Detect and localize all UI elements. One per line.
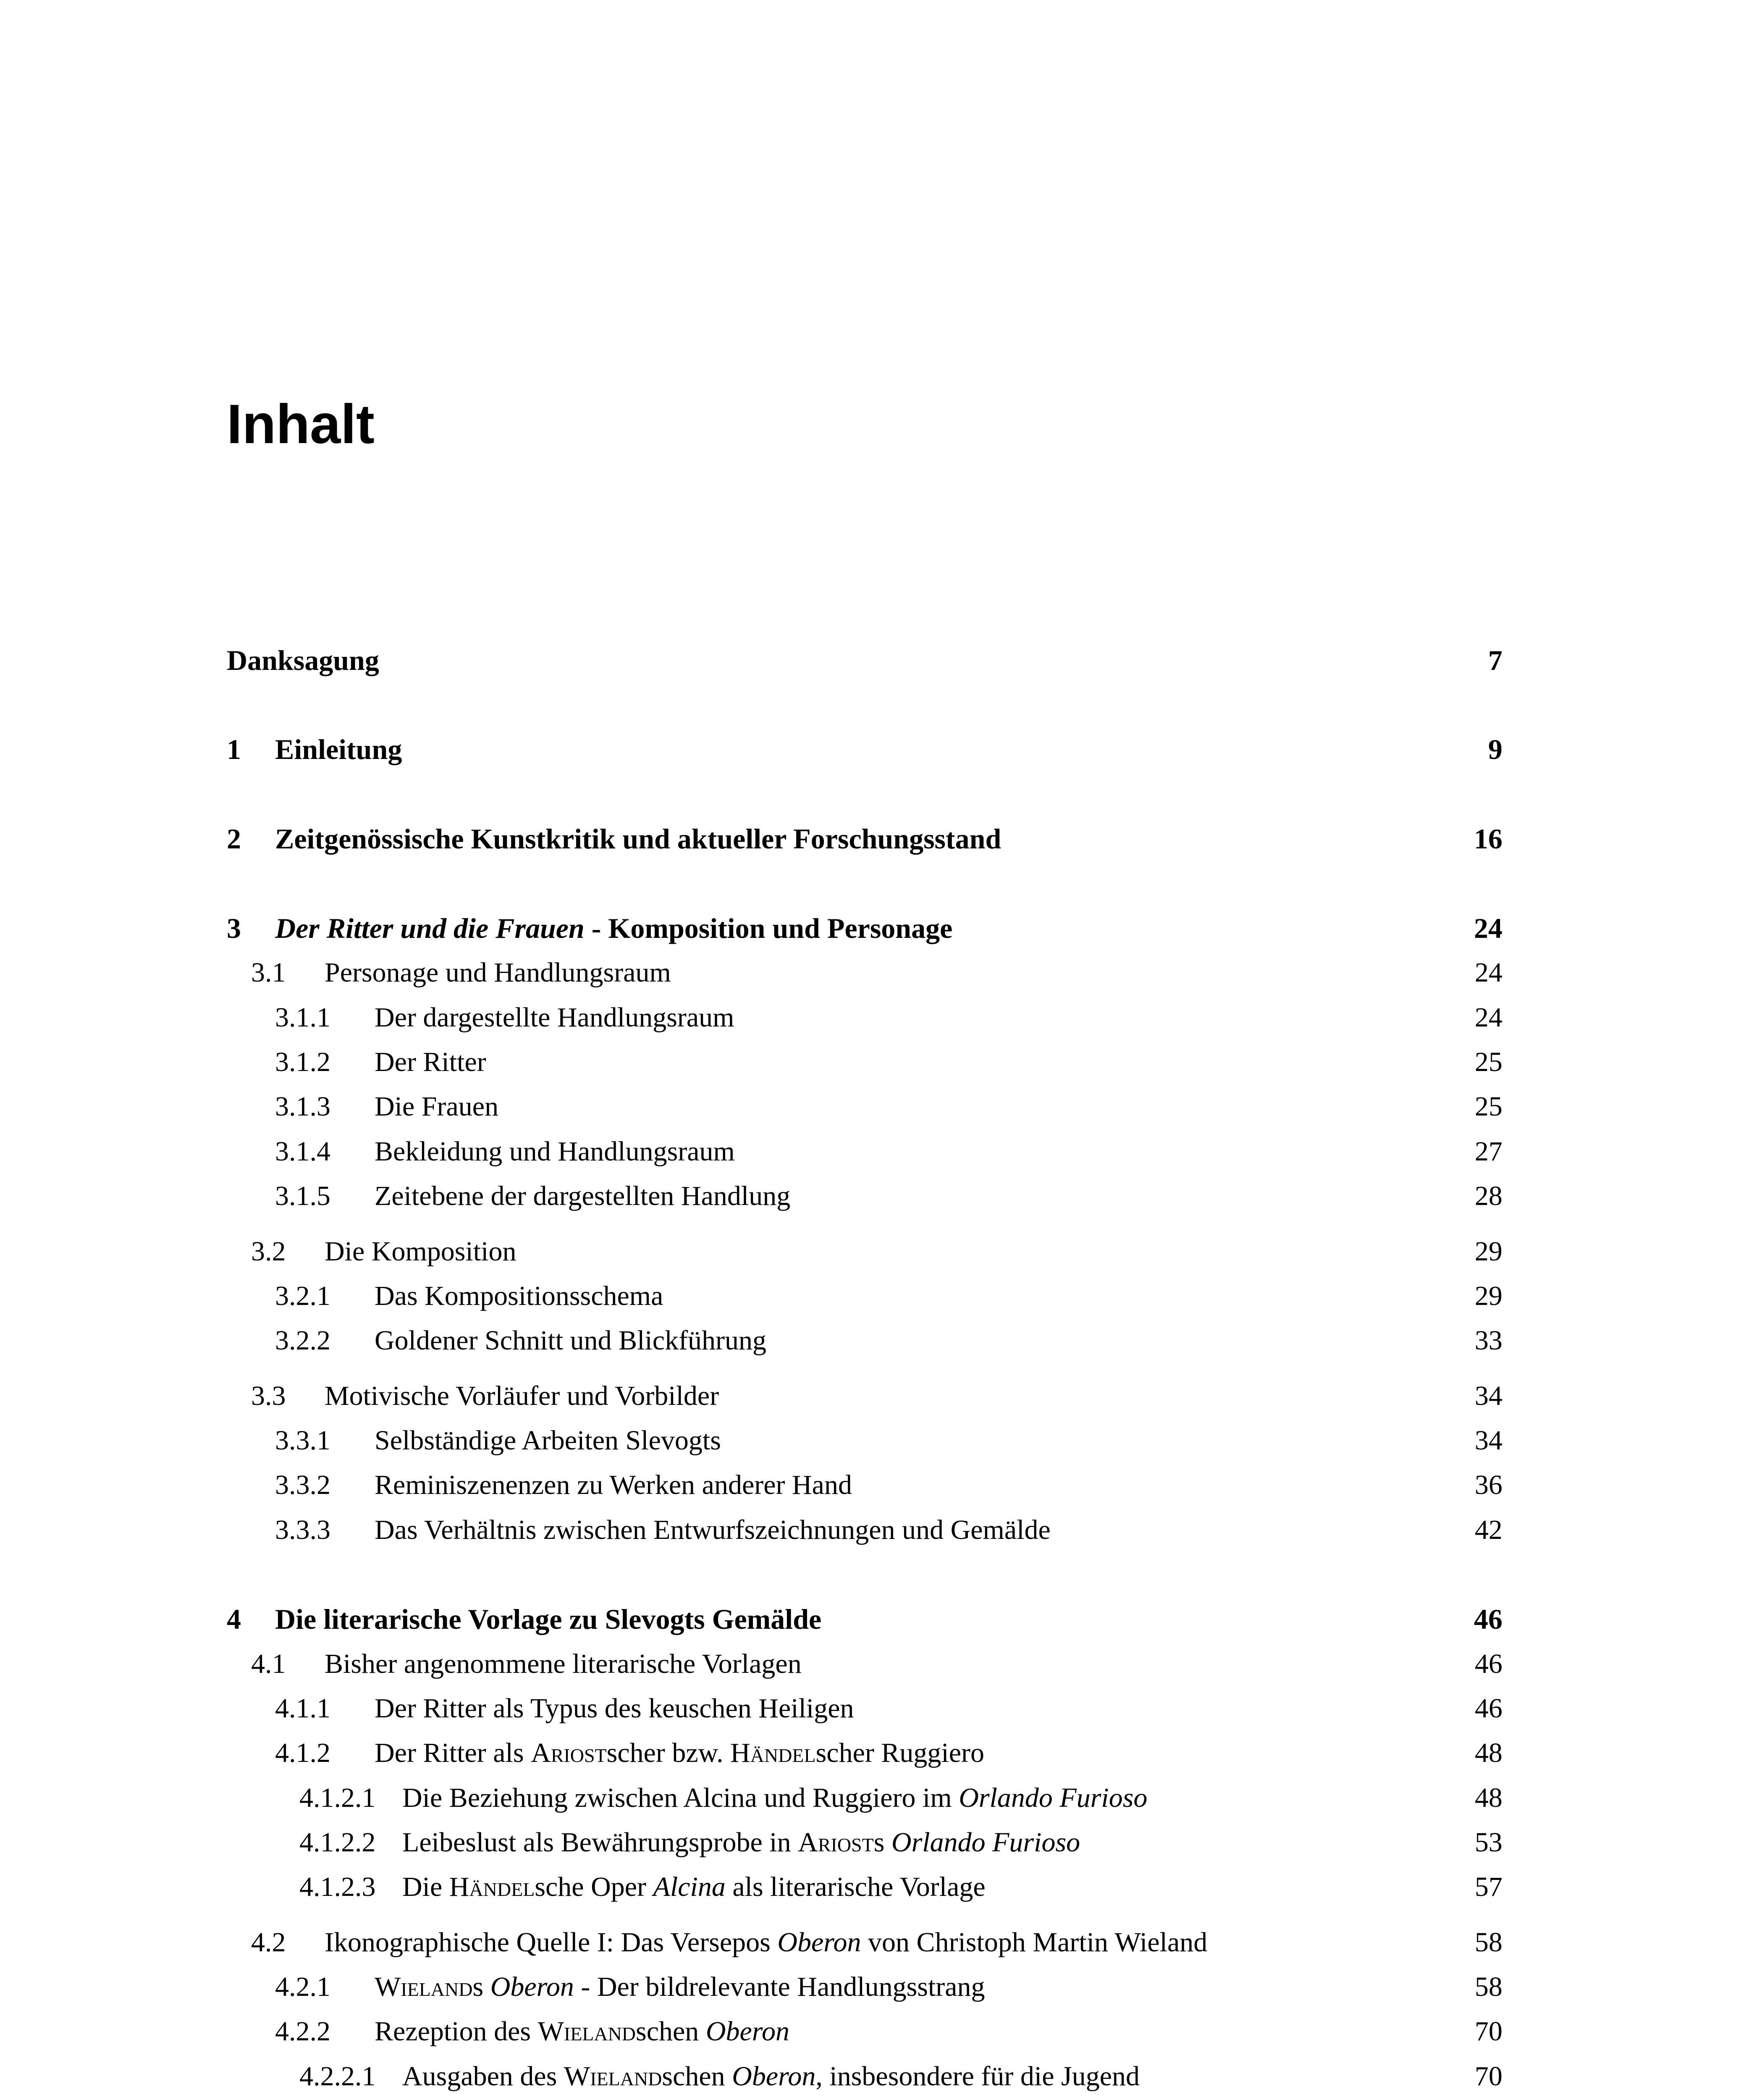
title-part: Ausgaben des: [402, 2061, 564, 2092]
work-title: Oberon: [705, 2016, 790, 2047]
toc-entry-title: [375, 1734, 984, 1772]
toc-entry-title: Selbständige Arbeiten Slevogts: [375, 1425, 721, 1456]
toc-entry-number: 3.2.2: [275, 1325, 330, 1356]
toc-entry-title-rest: - Komposition und Personage: [584, 912, 953, 944]
title-part: , insbesondere für die Jugend: [815, 2061, 1140, 2092]
toc-entry-page: 34: [1475, 1425, 1502, 1456]
toc-entry-number: 3.3.1: [275, 1425, 330, 1456]
toc-entry-number: 3: [227, 912, 241, 944]
toc-entry-3-2-1[interactable]: [0, 1277, 1746, 1315]
toc-entry-number: 3.1: [251, 957, 286, 988]
toc-entry-title: Der Ritter als Typus des keuschen Heiligen: [375, 1693, 854, 1724]
toc-entry-4-1-2-3[interactable]: [0, 1868, 1746, 1906]
title-part: als literarische Vorlage: [725, 1872, 986, 1902]
toc-entry-title: [375, 2012, 789, 2051]
author-name: Ariost: [798, 1827, 874, 1858]
toc-entry-number: 4.1.2.2: [299, 1827, 376, 1858]
toc-entry-title: Der Ritter: [375, 1047, 486, 1077]
toc-entry-title: Zeitebene der dargestellten Handlung: [375, 1181, 791, 1211]
toc-entry-3-1-2[interactable]: [0, 1043, 1746, 1082]
toc-entry-title: Reminiszenenzen zu Werken anderer Hand: [375, 1470, 852, 1500]
title-part: Ikonographische Quelle I: Das Versepos: [325, 1927, 778, 1958]
toc-entry-3-1-3[interactable]: [0, 1087, 1746, 1126]
toc-entry-title: [402, 1868, 986, 1906]
author-name: Wieland: [537, 2016, 636, 2047]
toc-entry-4-1-2-2[interactable]: [0, 1823, 1746, 1862]
toc-entry-number: 3.1.2: [275, 1047, 330, 1077]
page-title: Inhalt: [227, 393, 375, 455]
toc-entry-page: 46: [1475, 1693, 1502, 1724]
toc-entry-page: 29: [1475, 1281, 1502, 1311]
toc-entry-page: 9: [1488, 733, 1502, 765]
toc-entry-chapter-4[interactable]: [0, 1600, 1746, 1638]
toc-entry-page: 58: [1475, 1971, 1502, 2002]
toc-entry-4-1-2[interactable]: [0, 1734, 1746, 1772]
toc-entry-3-3-3[interactable]: [0, 1511, 1746, 1549]
toc-entry-page: 24: [1475, 957, 1502, 988]
title-part: - Der bildrelevante Handlungsstrang: [574, 1971, 985, 2002]
toc-entry-3-3[interactable]: [0, 1377, 1746, 1415]
work-title: Oberon: [732, 2061, 816, 2092]
work-title: Oberon: [490, 1971, 574, 2002]
toc-entry-page: 34: [1475, 1381, 1502, 1411]
toc-entry-number: 3.1.4: [275, 1136, 330, 1167]
toc-entry-title: [402, 2057, 1140, 2096]
work-title: Orlando Furioso: [891, 1827, 1080, 1858]
toc-entry-page: 58: [1475, 1927, 1502, 1958]
toc-entry-number: 4: [227, 1603, 241, 1635]
toc-entry-title: Bekleidung und Handlungsraum: [375, 1136, 735, 1167]
toc-entry-page: 36: [1475, 1470, 1502, 1500]
toc-entry-page: 53: [1475, 1827, 1502, 1858]
toc-entry-number: 4.1.2.3: [299, 1872, 376, 1902]
toc-entry-page: 24: [1475, 1002, 1502, 1033]
toc-entry-page: 57: [1475, 1872, 1502, 1902]
toc-entry-number: 4.2: [251, 1927, 286, 1958]
toc-entry-number: 3.3: [251, 1381, 286, 1411]
toc-entry-title: Zeitgenössische Kunstkritik und aktueller Forschungsstand: [275, 823, 1001, 855]
work-title: Alcina: [653, 1872, 726, 1902]
toc-entry-3-2-2[interactable]: [0, 1321, 1746, 1360]
toc-entry-page: 24: [1474, 912, 1502, 944]
toc-entry-page: 70: [1475, 2061, 1502, 2092]
toc-entry-3-3-1[interactable]: [0, 1421, 1746, 1460]
author-name: Wieland: [375, 1971, 473, 2002]
toc-entry-4-2-1[interactable]: [0, 1968, 1746, 2006]
toc-entry-chapter-1[interactable]: [0, 730, 1746, 769]
toc-entry-title: Das Verhältnis zwischen Entwurfszeichnungen und Gemälde: [375, 1515, 1051, 1545]
toc-entry-page: 48: [1475, 1738, 1502, 1768]
title-part: scher Ruggiero: [815, 1738, 984, 1768]
toc-entry-number: 3.2: [251, 1236, 286, 1267]
toc-entry-4-2-2-1[interactable]: [0, 2057, 1746, 2096]
toc-entry-chapter-2[interactable]: [0, 819, 1746, 858]
toc-entry-number: 1: [227, 733, 241, 765]
toc-entry-title: Der dargestellte Handlungsraum: [375, 1002, 734, 1033]
title-part: s: [873, 1827, 891, 1858]
toc-entry-number: 4.1.2: [275, 1738, 330, 1768]
toc-entry-number: 2: [227, 823, 241, 855]
toc-entry-title: Einleitung: [275, 733, 402, 765]
toc-entry-number: 4.1.1: [275, 1693, 330, 1724]
toc-entry-danksagung[interactable]: [0, 641, 1746, 680]
title-part: Leibeslust als Bewährungsprobe in: [402, 1827, 798, 1858]
toc-entry-title: [375, 1968, 985, 2006]
author-name: Wieland: [564, 2061, 662, 2092]
toc-entry-title: Bisher angenommene literarische Vorlagen: [325, 1648, 802, 1679]
toc-entry-page: 16: [1474, 823, 1502, 855]
toc-entry-page: 29: [1475, 1236, 1502, 1267]
toc-entry-4-1[interactable]: [0, 1645, 1746, 1683]
toc-entry-chapter-3[interactable]: [0, 909, 1746, 948]
toc-entry-page: 27: [1475, 1136, 1502, 1167]
toc-entry-page: 70: [1475, 2016, 1502, 2047]
toc-entry-3-1-5[interactable]: [0, 1177, 1746, 1215]
toc-entry-3-1-4[interactable]: [0, 1132, 1746, 1171]
toc-entry-3-1[interactable]: [0, 953, 1746, 992]
toc-entry-number: 4.2.1: [275, 1971, 330, 2002]
toc-entry-number: 4.1: [251, 1648, 286, 1679]
toc-entry-page: 46: [1474, 1603, 1502, 1635]
toc-entry-title: Die literarische Vorlage zu Slevogts Gemälde: [275, 1603, 822, 1635]
title-part: Der Ritter als: [375, 1738, 531, 1768]
toc-entry-page: 33: [1475, 1325, 1502, 1356]
toc-entry-3-2[interactable]: [0, 1232, 1746, 1271]
toc-entry-3-1-1[interactable]: [0, 998, 1746, 1037]
toc-entry-4-1-1[interactable]: [0, 1689, 1746, 1728]
toc-entry-3-3-2[interactable]: [0, 1466, 1746, 1504]
toc-entry-page: 42: [1475, 1515, 1502, 1545]
toc-entry-number: 4.2.2.1: [299, 2061, 376, 2092]
title-part: Die Beziehung zwischen Alcina und Ruggiero im: [402, 1782, 959, 1813]
work-title: Oberon: [777, 1927, 861, 1958]
title-part: Die: [402, 1872, 449, 1902]
toc-entry-title: Motivische Vorläufer und Vorbilder: [325, 1381, 719, 1411]
title-part: scher bzw.: [606, 1738, 731, 1768]
toc-entry-title: [325, 1923, 1207, 1962]
toc-entry-4-2-2[interactable]: [0, 2012, 1746, 2051]
toc-entry-title: [402, 1779, 1147, 1817]
toc-entry-4-1-2-1[interactable]: [0, 1779, 1746, 1817]
toc-entry-number: 3.3.3: [275, 1515, 330, 1545]
title-part: schen: [636, 2016, 706, 2047]
toc-entry-title: Das Kompositionsschema: [375, 1281, 663, 1311]
title-part: Rezeption des: [375, 2016, 538, 2047]
title-part: schen: [662, 2061, 732, 2092]
toc-entry-title: Danksagung: [227, 644, 379, 676]
toc-entry-title: Personage und Handlungsraum: [325, 957, 671, 988]
title-part: von Christoph Martin Wieland: [861, 1927, 1208, 1958]
toc-entry-number: 3.1.5: [275, 1181, 330, 1211]
toc-entry-title-italic: Der Ritter und die Frauen: [275, 912, 585, 944]
toc-entry-4-2[interactable]: [0, 1923, 1746, 1962]
toc-entry-number: 3.2.1: [275, 1281, 330, 1311]
work-title: Orlando Furioso: [959, 1782, 1148, 1813]
toc-entry-title: Die Frauen: [375, 1091, 499, 1122]
toc-entry-page: 46: [1475, 1648, 1502, 1679]
title-part: s: [472, 1971, 490, 2002]
toc-entry-title: Die Komposition: [325, 1236, 516, 1267]
toc-entry-page: 28: [1475, 1181, 1502, 1211]
toc-entry-number: 3.3.2: [275, 1470, 330, 1500]
author-name: Händel: [730, 1738, 816, 1768]
toc-entry-number: 3.1.3: [275, 1091, 330, 1122]
title-part: sche Oper: [535, 1872, 653, 1902]
toc-entry-title: [275, 909, 952, 948]
toc-entry-title: [402, 1823, 1080, 1862]
toc-entry-number: 4.2.2: [275, 2016, 330, 2047]
toc-entry-page: 25: [1475, 1047, 1502, 1077]
toc-entry-page: 25: [1475, 1091, 1502, 1122]
author-name: Ariost: [531, 1738, 607, 1768]
toc-entry-page: 7: [1488, 644, 1502, 676]
toc-entry-number: 3.1.1: [275, 1002, 330, 1033]
toc-entry-page: 48: [1475, 1782, 1502, 1813]
toc-entry-title: Goldener Schnitt und Blickführung: [375, 1325, 767, 1356]
author-name: Händel: [449, 1872, 535, 1902]
toc-entry-number: 4.1.2.1: [299, 1782, 376, 1813]
